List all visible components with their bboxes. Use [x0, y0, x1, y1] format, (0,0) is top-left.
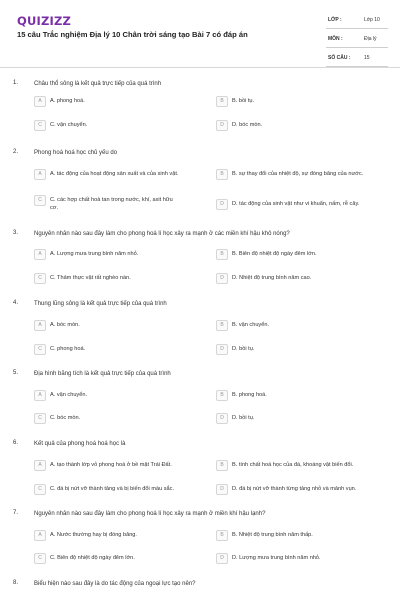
option-letter-box: A [34, 530, 46, 541]
question-text: Nguyên nhân nào sau đây làm cho phong hoá lí học xảy ra mạnh ở miền khí hậu lạnh? [34, 511, 266, 517]
option-text: B. bồi tụ. [232, 98, 255, 104]
question-number: 5. [13, 370, 19, 376]
option-text: A. vận chuyển. [50, 392, 88, 398]
option-letter-box: C [34, 344, 46, 355]
question-number: 2. [13, 149, 19, 155]
question-text: Thung lũng sông là kết quả trực tiếp của quá trình [34, 301, 167, 307]
option-letter-box: B [216, 320, 228, 331]
option-text: C. Thảm thực vật rất nghèo nàn. [50, 275, 131, 281]
worksheet-header [0, 0, 400, 74]
meta-row-subject [326, 32, 388, 48]
option-letter-box: D [216, 273, 228, 284]
option-letter-box: D [216, 484, 228, 495]
option-letter-box: D [216, 344, 228, 355]
option-letter-box: D [216, 120, 228, 131]
option-text: D. bồi tụ. [232, 415, 255, 421]
meta-value: Lớp 10 [364, 17, 380, 23]
meta-box [326, 13, 388, 70]
question-number: 6. [13, 440, 19, 446]
option-text: B. sự thay đổi của nhiệt độ, sự đóng băng của nước. [232, 171, 364, 177]
option-text: B. phong hoá. [232, 392, 267, 398]
option-text: C. bóc mòn. [50, 415, 81, 421]
option-text: C. phong hoá. [50, 346, 86, 352]
worksheet-title: 15 câu Trắc nghiệm Địa lý 10 Chân trời sáng tạo Bài 7 có đáp án [17, 30, 248, 39]
question-text: Biểu hiện nào sau đây là do tác động của ngoại lực tạo nên? [34, 581, 196, 587]
option-letter-box: C [34, 195, 46, 206]
option-letter-box: C [34, 484, 46, 495]
option-text: A. tạo thành lớp vỏ phong hoá ở bề mặt Trái Đất. [50, 462, 172, 468]
header-divider [0, 67, 400, 68]
meta-label: SỐ CÂU : [328, 55, 351, 61]
question-text: Nguyên nhân nào sau đây làm cho phong hoá lí học xảy ra mạnh ở các miền khí hậu khô nóng? [34, 231, 290, 237]
option-letter-box: B [216, 460, 228, 471]
option-letter-box: B [216, 390, 228, 401]
meta-value: Địa lý [364, 36, 377, 42]
option-text: A. phong hoá. [50, 98, 85, 104]
option-letter-box: A [34, 390, 46, 401]
option-letter-box: C [34, 120, 46, 131]
option-letter-box: A [34, 169, 46, 180]
meta-label: LỚP : [328, 17, 342, 23]
option-letter-box: C [34, 413, 46, 424]
question-number: 8. [13, 580, 19, 586]
option-letter-box: B [216, 249, 228, 260]
option-text: B. Nhiệt độ trung bình năm thấp. [232, 532, 313, 538]
option-letter-box: A [34, 96, 46, 107]
option-text: C. vận chuyển. [50, 122, 88, 128]
question-number: 7. [13, 510, 19, 516]
meta-row-count [326, 51, 388, 67]
option-letter-box: C [34, 553, 46, 564]
option-text: A. bóc mòn. [50, 322, 80, 328]
question-number: 3. [13, 230, 19, 236]
meta-value: 15 [364, 55, 370, 61]
meta-row-class [326, 13, 388, 29]
option-text: C. các hợp chất hoà tan trong nước, khí, axit hữu cơ. [50, 197, 173, 211]
question-text: Địa hình băng tích là kết quả trực tiếp của quá trình [34, 371, 171, 377]
option-text: B. vận chuyển. [232, 322, 270, 328]
option-letter-box: D [216, 199, 228, 210]
option-text: C. đá bị nứt vỡ thành tảng và bị biến đổi màu sắc. [50, 486, 175, 492]
option-text: D. bóc mòn. [232, 122, 263, 128]
option-letter-box: B [216, 96, 228, 107]
option-text: D. đá bị nứt vỡ thành từng tảng nhỏ và mảnh vụn. [232, 486, 357, 492]
option-text: B. tính chất hoá học của đá, khoáng vật biến đổi. [232, 462, 354, 468]
question-text: Châu thổ sông là kết quả trực tiếp của quá trình [34, 81, 162, 87]
option-text: D. Lượng mưa trung bình năm nhỏ. [232, 555, 321, 561]
question-number: 4. [13, 300, 19, 306]
option-letter-box: D [216, 413, 228, 424]
option-text: D. tác động của sinh vật như vi khuẩn, nấm, rễ cây. [232, 201, 360, 207]
option-text: D. Nhiệt độ trung bình năm cao. [232, 275, 312, 281]
option-text: A. Lượng mưa trung bình năm nhỏ. [50, 251, 139, 257]
option-text: B. Biên độ nhiệt độ ngày đêm lớn. [232, 251, 317, 257]
quizizz-logo: QUIZIZZ [17, 14, 72, 28]
option-letter-box: A [34, 460, 46, 471]
option-letter-box: D [216, 553, 228, 564]
option-text: D. bồi tụ. [232, 346, 255, 352]
question-text: Phong hoá hoá học chủ yếu do [34, 150, 118, 156]
question-number: 1. [13, 80, 19, 86]
option-letter-box: B [216, 169, 228, 180]
option-text: A. Nước thường hay bị đóng băng. [50, 532, 137, 538]
option-letter-box: A [34, 320, 46, 331]
option-text: C. Biên độ nhiệt độ ngày đêm lớn. [50, 555, 135, 561]
option-letter-box: A [34, 249, 46, 260]
option-letter-box: B [216, 530, 228, 541]
option-text: A. tác động của hoạt động sản xuất và của sinh vật. [50, 171, 179, 177]
option-letter-box: C [34, 273, 46, 284]
meta-label: MÔN : [328, 36, 343, 42]
question-text: Kết quả của phong hoá hoá học là [34, 441, 126, 447]
